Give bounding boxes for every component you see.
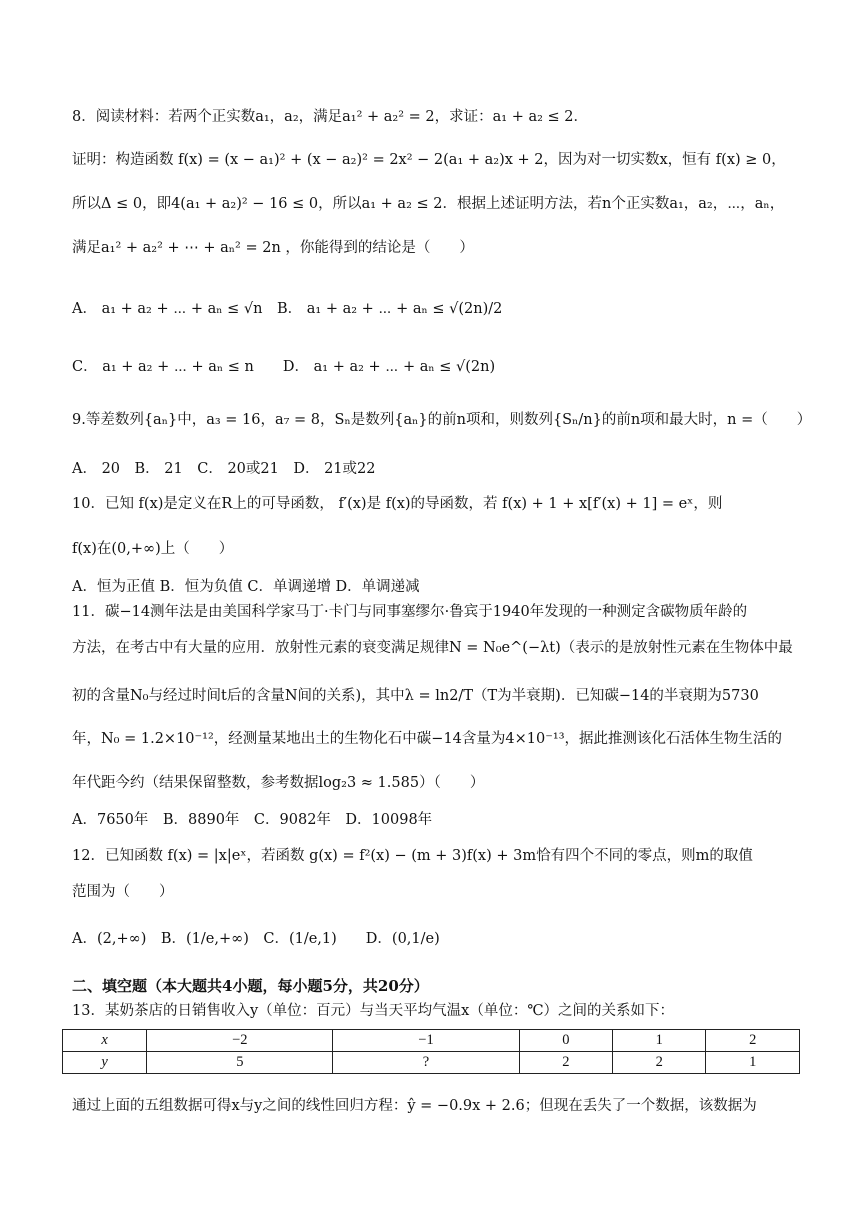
q11-line2: 方法，在考古中有大量的应用．放射性元素的衰变满足规律N = N₀e^(−λt)（表示的是放射性元素在生物体中最 — [72, 640, 793, 656]
table-cell: 2 — [519, 1052, 612, 1074]
q8-stem: 8．阅读材料：若两个正实数a₁，a₂，满足a₁² + a₂² = 2，求证：a₁ + a₂ ≤ 2． — [72, 109, 589, 125]
table-row — [63, 1030, 800, 1052]
q8-options-cd: C． a₁ + a₂ + ⋯ + aₙ ≤ n D． a₁ + a₂ + ⋯ + aₙ ≤ √(2n) — [72, 359, 496, 375]
q11-line5: 年代距今约（结果保留整数，参考数据log₂3 ≈ 1.585）（ ） — [72, 775, 485, 791]
table-cell: 2 — [613, 1052, 706, 1074]
table-cell: −1 — [333, 1030, 519, 1052]
table-cell: 1 — [706, 1052, 800, 1074]
table-cell: 1 — [613, 1030, 706, 1052]
table-row — [63, 1052, 800, 1074]
q13-stem: 13．某奶茶店的日销售收入y（单位：百元）与当天平均气温x（单位：℃）之间的关系如下： — [72, 1003, 675, 1019]
q8-proof-line1: 证明：构造函数 f(x) = (x − a₁)² + (x − a₂)² = 2x² − 2(a₁ + a₂)x + 2，因为对一切实数x，恒有 f(x) ≥ 0， — [72, 152, 786, 168]
q10-stem-line1: 10．已知 f(x)是定义在R上的可导函数， f′(x)是 f(x)的导函数，若 f(x) + 1 + x[f′(x) + 1] = eˣ，则 — [72, 496, 723, 512]
q8-options-ab: A． a₁ + a₂ + ⋯ + aₙ ≤ √n B． a₁ + a₂ + ⋯ + aₙ ≤ √(2n)/2 — [72, 301, 503, 317]
table-cell: ? — [333, 1052, 519, 1074]
q13-data-table — [62, 1029, 800, 1074]
q11-line1: 11．碳−14测年法是由美国科学家马丁·卡门与同事塞缪尔·鲁宾于1940年发现的一种测定含碳物质年龄的 — [72, 604, 748, 620]
q12-line1: 12．已知函数 f(x) = |x|eˣ，若函数 g(x) = f²(x) − (m + 3)f(x) + 3m恰有四个不同的零点，则m的取值 — [72, 848, 753, 864]
q12-options: A．(2,+∞) B．(1/e,+∞) C．(1/e,1) D．(0,1/e) — [72, 931, 440, 947]
table-cell: y — [63, 1052, 147, 1074]
q12-line2: 范围为（ ） — [72, 884, 174, 900]
q13-after-text: 通过上面的五组数据可得x与y之间的线性回归方程：ŷ = −0.9x + 2.6；但现在丢失了一个数据，该数据为 — [72, 1098, 757, 1114]
q8-proof-line2: 所以Δ ≤ 0，即4(a₁ + a₂)² − 16 ≤ 0，所以a₁ + a₂ ≤ 2．根据上述证明方法，若n个正实数a₁，a₂，⋯，aₙ， — [72, 196, 785, 212]
q11-line3: 初的含量N₀与经过时间t后的含量N间的关系)，其中λ = ln2/T（T为半衰期)．已知碳−14的半衰期为5730 — [72, 688, 759, 704]
table-cell: −2 — [147, 1030, 333, 1052]
section-heading: 二、填空题（本大题共4小题，每小题5分，共20分） — [72, 977, 429, 995]
q11-line4: 年，N₀ = 1.2×10⁻¹²，经测量某地出土的生物化石中碳−14含量为4×10⁻¹³，据此推测该化石活体生物生活的 — [72, 731, 783, 747]
table-cell: 2 — [706, 1030, 800, 1052]
table-cell: x — [63, 1030, 147, 1052]
q10-options: A．恒为正值 B．恒为负值 C．单调递增 D．单调递减 — [72, 579, 420, 595]
q11-options: A．7650年 B．8890年 C．9082年 D．10098年 — [72, 812, 433, 828]
table-cell: 0 — [519, 1030, 612, 1052]
q9-stem: 9.等差数列{aₙ}中，a₃ = 16，a₇ = 8，Sₙ是数列{aₙ}的前n项和，则数列{Sₙ/n}的前n项和最大时，n =（ ） — [72, 412, 812, 428]
q9-options: A． 20 B． 21 C． 20或21 D． 21或22 — [72, 461, 376, 477]
q10-stem-line2: f(x)在(0,+∞)上（ ） — [72, 541, 234, 557]
q8-proof-line3: 满足a₁² + a₂² + ⋯ + aₙ² = 2n ，你能得到的结论是（ ） — [72, 240, 474, 256]
table-cell: 5 — [147, 1052, 333, 1074]
